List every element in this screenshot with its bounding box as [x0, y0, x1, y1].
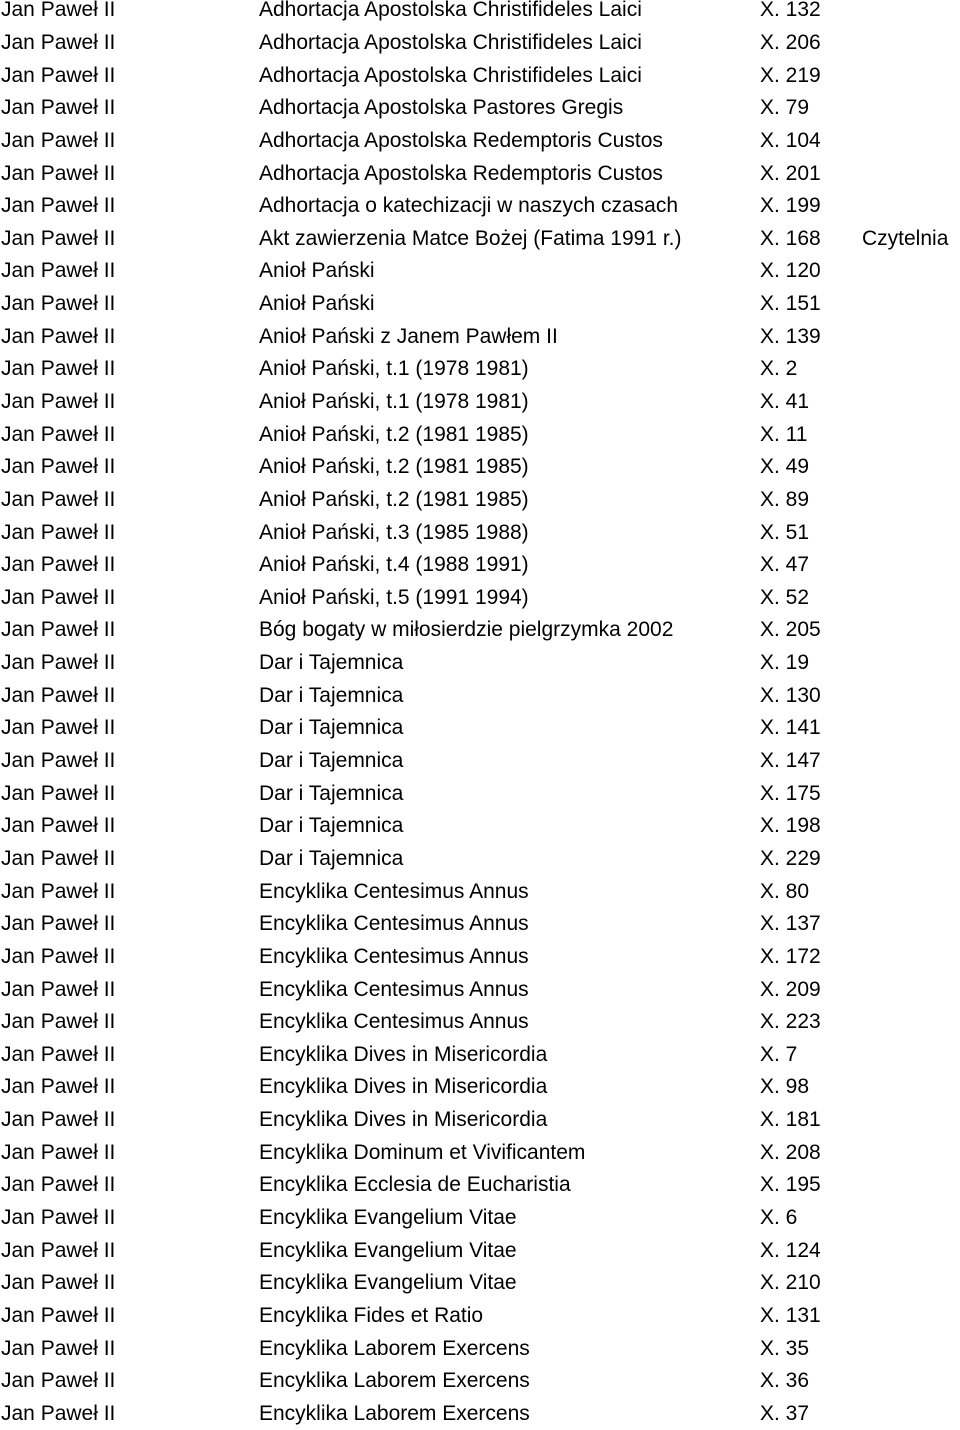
title-cell: Encyklika Centesimus Annus	[259, 944, 529, 968]
catalog-row	[0, 1136, 960, 1169]
author-cell: Jan Paweł II	[1, 749, 116, 773]
signature-cell: X. 52	[760, 585, 810, 609]
catalog-row	[0, 386, 960, 419]
signature-cell: X. 41	[760, 390, 810, 413]
title-cell: Encyklika Evangelium Vitae	[259, 1238, 517, 1262]
title-cell: Adhortacja Apostolska Christifideles Laici	[259, 0, 642, 22]
author-cell: Jan Paweł II	[1, 683, 116, 707]
catalog-row	[0, 451, 960, 484]
catalog-row	[0, 679, 960, 712]
catalog-row	[0, 484, 960, 517]
catalog-row	[0, 777, 960, 810]
author-cell: Jan Paweł II	[1, 1140, 116, 1164]
author-cell: Jan Paweł II	[1, 651, 116, 675]
title-cell: Encyklika Dives in Misericordia	[259, 1042, 548, 1066]
title-cell: Anioł Pański, t.2 (1981 1985)	[259, 487, 529, 511]
catalog-row	[0, 125, 960, 158]
author-cell: Jan Paweł II	[1, 912, 116, 936]
title-cell: Anioł Pański, t.2 (1981 1985)	[259, 422, 529, 446]
title-cell: Dar i Tajemnica	[259, 781, 404, 805]
signature-cell: X. 35	[760, 1336, 810, 1360]
author-cell: Jan Paweł II	[1, 194, 116, 218]
signature-cell: X. 80	[760, 879, 810, 903]
catalog-row	[0, 582, 960, 615]
catalog-row	[0, 810, 960, 843]
title-cell: Encyklika Centesimus Annus	[259, 912, 529, 936]
signature-cell: X. 130	[760, 683, 821, 707]
title-cell: Encyklika Laborem Exercens	[259, 1369, 530, 1393]
catalog-row	[0, 875, 960, 908]
signature-cell: X. 219	[760, 63, 821, 87]
signature-cell: X. 147	[760, 749, 821, 773]
catalog-row	[0, 222, 960, 255]
title-cell: Anioł Pański	[259, 292, 375, 316]
title-cell: Dar i Tajemnica	[259, 749, 404, 773]
signature-cell: X. 139	[760, 324, 821, 348]
author-cell: Jan Paweł II	[1, 1173, 116, 1197]
signature-cell: X. 175	[760, 781, 821, 805]
signature-cell: X. 229	[760, 846, 821, 870]
catalog-row	[0, 1398, 960, 1430]
title-cell: Encyklika Laborem Exercens	[259, 1336, 530, 1360]
title-cell: Anioł Pański, t.4 (1988 1991)	[259, 553, 529, 577]
author-cell: Jan Paweł II	[1, 390, 116, 413]
signature-cell: X. 89	[760, 487, 810, 511]
signature-cell: X. 223	[760, 1010, 821, 1034]
catalog-row	[0, 0, 960, 27]
author-cell: Jan Paweł II	[1, 1042, 116, 1066]
catalog-row	[0, 647, 960, 680]
title-cell: Anioł Pański z Janem Pawłem II	[259, 324, 558, 348]
catalog-row	[0, 1300, 960, 1333]
signature-cell: X. 47	[760, 553, 810, 577]
author-cell: Jan Paweł II	[1, 292, 116, 316]
signature-cell: X. 181	[760, 1108, 821, 1132]
signature-cell: X. 209	[760, 977, 821, 1001]
catalog-row	[0, 843, 960, 876]
author-cell: Jan Paweł II	[1, 1271, 116, 1295]
catalog-row	[0, 1104, 960, 1137]
title-cell: Encyklika Evangelium Vitae	[259, 1271, 517, 1295]
catalog-row	[0, 27, 960, 60]
title-cell: Adhortacja Apostolska Christifideles Laici	[259, 30, 642, 54]
author-cell: Jan Paweł II	[1, 814, 116, 838]
signature-cell: X. 120	[760, 259, 821, 283]
signature-cell: X. 205	[760, 618, 821, 642]
author-cell: Jan Paweł II	[1, 1336, 116, 1360]
signature-cell: X. 2	[760, 357, 798, 381]
catalog-row	[0, 908, 960, 941]
author-cell: Jan Paweł II	[1, 226, 116, 250]
catalog-row	[0, 516, 960, 549]
title-cell: Dar i Tajemnica	[259, 683, 404, 707]
title-cell: Encyklika Centesimus Annus	[259, 879, 529, 903]
title-cell: Dar i Tajemnica	[259, 651, 404, 675]
catalog-row	[0, 190, 960, 223]
signature-cell: X. 131	[760, 1303, 821, 1327]
author-cell: Jan Paweł II	[1, 846, 116, 870]
author-cell: Jan Paweł II	[1, 1075, 116, 1099]
catalog-row	[0, 1202, 960, 1235]
signature-cell: X. 11	[760, 422, 808, 446]
signature-cell: X. 104	[760, 128, 821, 152]
location-cell: Czytelnia	[862, 226, 949, 250]
title-cell: Encyklika Dominum et Vivificantem	[259, 1140, 586, 1164]
title-cell: Adhortacja o katechizacji w naszych czasach	[259, 194, 679, 218]
title-cell: Bóg bogaty w miłosierdzie pielgrzymka 2002	[259, 618, 674, 642]
author-cell: Jan Paweł II	[1, 63, 116, 87]
signature-cell: X. 6	[760, 1206, 798, 1230]
signature-cell: X. 201	[760, 161, 821, 185]
title-cell: Encyklika Ecclesia de Eucharistia	[259, 1173, 571, 1197]
catalog-row	[0, 157, 960, 190]
signature-cell: X. 151	[760, 292, 821, 316]
signature-cell: X. 19	[760, 651, 810, 675]
title-cell: Encyklika Fides et Ratio	[259, 1303, 484, 1327]
signature-cell: X. 208	[760, 1140, 821, 1164]
title-cell: Adhortacja Apostolska Redemptoris Custos	[259, 128, 663, 152]
author-cell: Jan Paweł II	[1, 618, 116, 642]
title-cell: Dar i Tajemnica	[259, 814, 404, 838]
author-cell: Jan Paweł II	[1, 422, 116, 446]
signature-cell: X. 172	[760, 944, 821, 968]
catalog-row	[0, 1267, 960, 1300]
author-cell: Jan Paweł II	[1, 553, 116, 577]
author-cell: Jan Paweł II	[1, 585, 116, 609]
signature-cell: X. 79	[760, 96, 810, 120]
catalog-row	[0, 1071, 960, 1104]
author-cell: Jan Paweł II	[1, 944, 116, 968]
author-cell: Jan Paweł II	[1, 1303, 116, 1327]
signature-cell: X. 98	[760, 1075, 810, 1099]
signature-cell: X. 124	[760, 1238, 821, 1262]
title-cell: Anioł Pański, t.1 (1978 1981)	[259, 390, 529, 413]
signature-cell: X. 195	[760, 1173, 821, 1197]
title-cell: Dar i Tajemnica	[259, 846, 404, 870]
author-cell: Jan Paweł II	[1, 30, 116, 54]
catalog-row	[0, 320, 960, 353]
author-cell: Jan Paweł II	[1, 487, 116, 511]
catalog-row	[0, 1365, 960, 1398]
author-cell: Jan Paweł II	[1, 1238, 116, 1262]
title-cell: Adhortacja Apostolska Redemptoris Custos	[259, 161, 663, 185]
title-cell: Dar i Tajemnica	[259, 716, 404, 740]
catalog-row	[0, 1039, 960, 1072]
author-cell: Jan Paweł II	[1, 0, 116, 22]
author-cell: Jan Paweł II	[1, 1010, 116, 1034]
title-cell: Encyklika Dives in Misericordia	[259, 1108, 548, 1132]
author-cell: Jan Paweł II	[1, 879, 116, 903]
title-cell: Anioł Pański, t.5 (1991 1994)	[259, 585, 529, 609]
author-cell: Jan Paweł II	[1, 324, 116, 348]
title-cell: Anioł Pański, t.3 (1985 1988)	[259, 520, 529, 544]
signature-cell: X. 49	[760, 455, 810, 479]
author-cell: Jan Paweł II	[1, 781, 116, 805]
signature-cell: X. 132	[760, 0, 821, 22]
title-cell: Encyklika Laborem Exercens	[259, 1401, 530, 1425]
catalog-row	[0, 418, 960, 451]
title-cell: Anioł Pański, t.2 (1981 1985)	[259, 455, 529, 479]
title-cell: Akt zawierzenia Matce Bożej (Fatima 1991 r.)	[259, 226, 682, 250]
signature-cell: X. 168	[760, 226, 821, 250]
author-cell: Jan Paweł II	[1, 1206, 116, 1230]
signature-cell: X. 137	[760, 912, 821, 936]
catalog-row	[0, 92, 960, 125]
author-cell: Jan Paweł II	[1, 1369, 116, 1393]
author-cell: Jan Paweł II	[1, 977, 116, 1001]
catalog-row	[0, 1006, 960, 1039]
catalog-row	[0, 1234, 960, 1267]
author-cell: Jan Paweł II	[1, 455, 116, 479]
author-cell: Jan Paweł II	[1, 716, 116, 740]
catalog-row	[0, 614, 960, 647]
title-cell: Adhortacja Apostolska Pastores Gregis	[259, 96, 624, 120]
author-cell: Jan Paweł II	[1, 259, 116, 283]
catalog-row	[0, 59, 960, 92]
signature-cell: X. 206	[760, 30, 821, 54]
author-cell: Jan Paweł II	[1, 357, 116, 381]
author-cell: Jan Paweł II	[1, 1108, 116, 1132]
catalog-row	[0, 1332, 960, 1365]
title-cell: Encyklika Centesimus Annus	[259, 1010, 529, 1034]
title-cell: Anioł Pański	[259, 259, 375, 283]
author-cell: Jan Paweł II	[1, 1401, 116, 1425]
catalog-row	[0, 941, 960, 974]
signature-cell: X. 199	[760, 194, 821, 218]
author-cell: Jan Paweł II	[1, 520, 116, 544]
catalog-row	[0, 745, 960, 778]
signature-cell: X. 141	[760, 716, 821, 740]
title-cell: Encyklika Centesimus Annus	[259, 977, 529, 1001]
catalog-row	[0, 1169, 960, 1202]
catalog-row	[0, 973, 960, 1006]
catalog-row	[0, 288, 960, 321]
signature-cell: X. 37	[760, 1401, 810, 1425]
signature-cell: X. 36	[760, 1369, 810, 1393]
signature-cell: X. 198	[760, 814, 821, 838]
catalog-row	[0, 549, 960, 582]
author-cell: Jan Paweł II	[1, 161, 116, 185]
title-cell: Anioł Pański, t.1 (1978 1981)	[259, 357, 529, 381]
title-cell: Adhortacja Apostolska Christifideles Laici	[259, 63, 642, 87]
author-cell: Jan Paweł II	[1, 96, 116, 120]
signature-cell: X. 210	[760, 1271, 821, 1295]
signature-cell: X. 7	[760, 1042, 798, 1066]
catalog-row	[0, 353, 960, 386]
title-cell: Encyklika Evangelium Vitae	[259, 1206, 517, 1230]
title-cell: Encyklika Dives in Misericordia	[259, 1075, 548, 1099]
author-cell: Jan Paweł II	[1, 128, 116, 152]
catalog-row	[0, 712, 960, 745]
signature-cell: X. 51	[760, 520, 810, 544]
catalog-row	[0, 255, 960, 288]
